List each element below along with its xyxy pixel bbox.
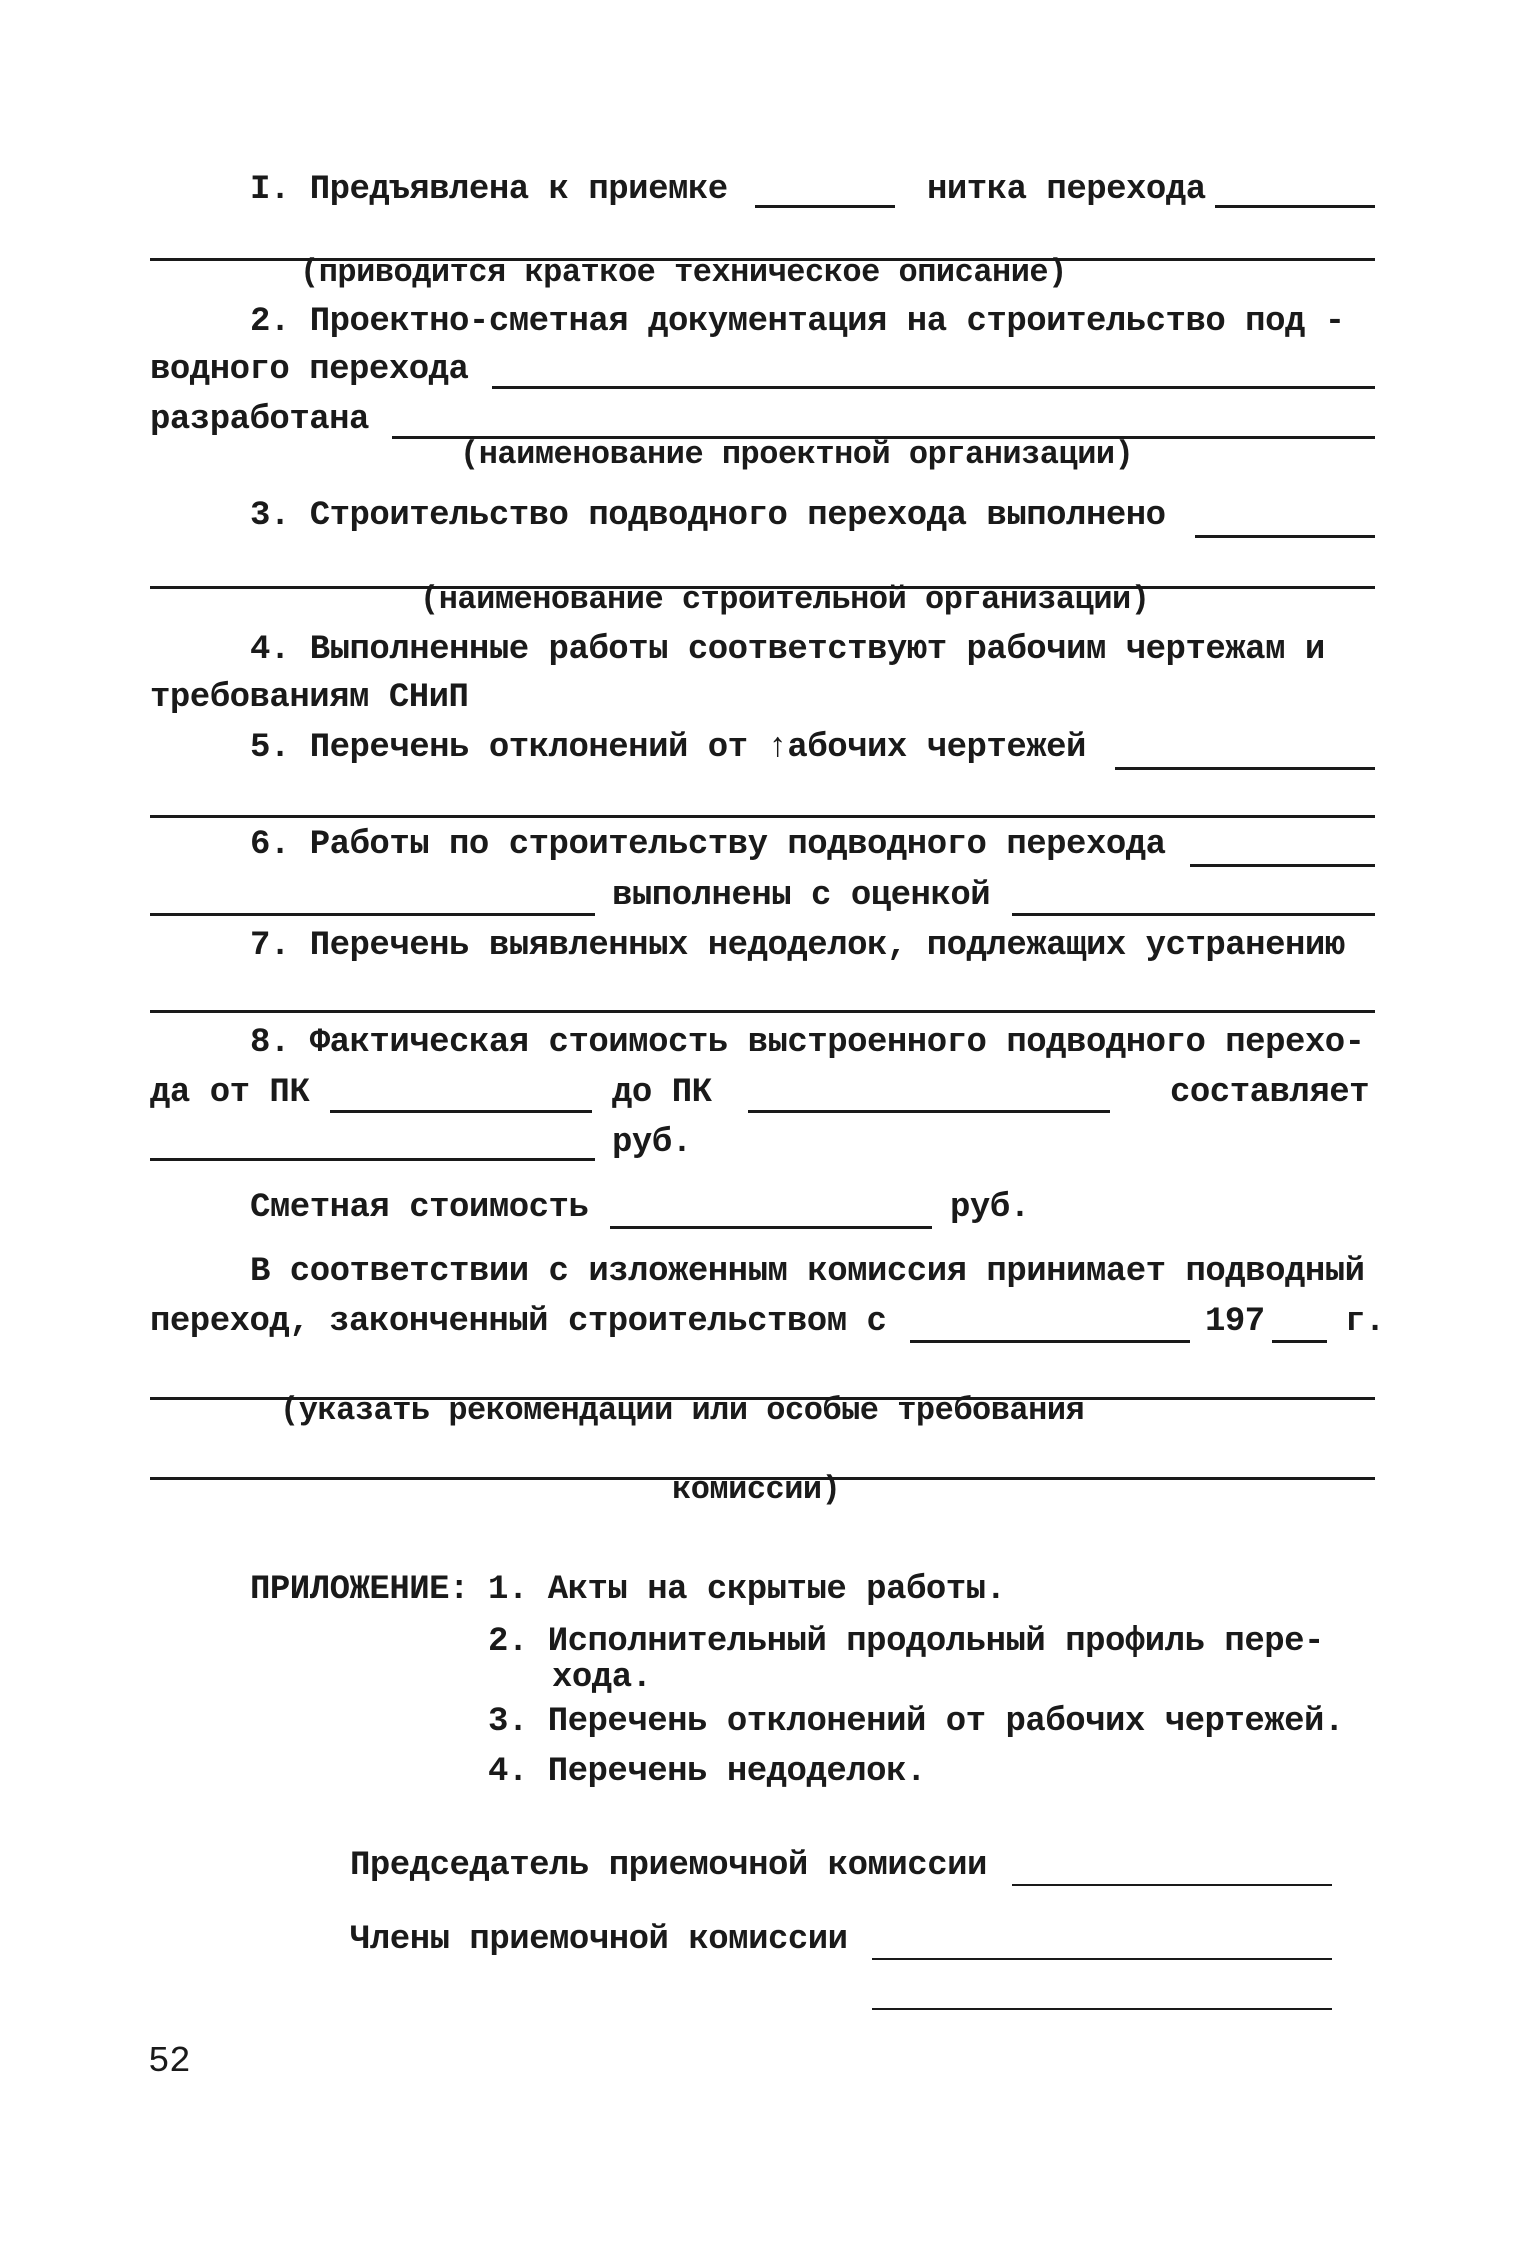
item6-blank-start[interactable] xyxy=(150,913,595,916)
item1-blank-end[interactable] xyxy=(1215,205,1375,208)
item8-blank-pk-from[interactable] xyxy=(330,1110,592,1113)
member-signature-line-2[interactable] xyxy=(872,2008,1332,2010)
appendix-item-2-cont: хода. xyxy=(552,1659,652,1697)
item8-line2b: до ПК xyxy=(612,1074,712,1112)
chairman-signature-line[interactable] xyxy=(1012,1884,1332,1886)
page-number: 52 xyxy=(148,2041,191,2082)
appendix-item-1: 1. Акты на скрытые работы. xyxy=(488,1571,1006,1609)
estimate-unit: руб. xyxy=(950,1189,1030,1227)
estimate-blank[interactable] xyxy=(610,1226,932,1229)
item1-caption: (приводится краткое техническое описание) xyxy=(300,254,1067,291)
item8-blank-pk-to[interactable] xyxy=(748,1110,1110,1113)
item1-middle: нитка перехода xyxy=(927,171,1206,209)
item2-line1: 2. Проектно-сметная документация на строительство под - xyxy=(250,303,1345,341)
item4-line2: требованиям СНиП xyxy=(150,679,469,717)
item3-blank-end[interactable] xyxy=(1195,535,1375,538)
conclusion-year-prefix: 197 xyxy=(1205,1303,1265,1341)
conclusion-line2: переход, законченный строительством с xyxy=(150,1303,887,1341)
item8-line1: 8. Фактическая стоимость выстроенного подводного перехо- xyxy=(250,1024,1365,1062)
appendix-label: ПРИЛОЖЕНИЕ: xyxy=(250,1571,469,1609)
recommendations-caption2: комиссии) xyxy=(672,1471,841,1508)
conclusion-blank-year[interactable] xyxy=(1272,1340,1327,1343)
members-label: Члены приемочной комиссии xyxy=(350,1921,848,1959)
item6-blank-end[interactable] xyxy=(1190,864,1375,867)
item7-line1: 7. Перечень выявленных недоделок, подлежащих устранению xyxy=(250,927,1345,965)
chairman-label: Председатель приемочной комиссии xyxy=(350,1847,987,1885)
item5-blank-end[interactable] xyxy=(1115,767,1375,770)
item8-line2a: да от ПК xyxy=(150,1074,310,1112)
item6-blank-rating[interactable] xyxy=(1012,913,1375,916)
conclusion-year-suffix: г. xyxy=(1345,1303,1385,1341)
item3-caption: (наименование строительной организации) xyxy=(420,581,1150,618)
conclusion-line1: В соответствии с изложенным комиссия принимает подводный xyxy=(250,1253,1365,1291)
item2-blank-crossing[interactable] xyxy=(492,386,1375,389)
appendix-item-2: 2. Исполнительный продольный профиль пере- xyxy=(488,1623,1324,1661)
item7-defects-line[interactable] xyxy=(150,1010,1375,1013)
recommendations-caption1: (указать рекомендации или особые требования xyxy=(280,1392,1085,1429)
item5-deviations-line[interactable] xyxy=(150,815,1375,818)
item8-line2c: составляет xyxy=(1170,1074,1370,1112)
item3-line1: 3. Строительство подводного перехода выполнено xyxy=(250,497,1166,535)
item8-blank-cost[interactable] xyxy=(150,1158,595,1161)
item2-caption: (наименование проектной организации) xyxy=(460,436,1134,473)
estimate-label: Сметная стоимость xyxy=(250,1189,589,1227)
item4-line1: 4. Выполненные работы соответствуют рабочим чертежам и xyxy=(250,631,1325,669)
item6-line1: 6. Работы по строительству подводного перехода xyxy=(250,826,1166,864)
item8-line3: руб. xyxy=(612,1124,692,1162)
conclusion-blank-date[interactable] xyxy=(910,1340,1190,1343)
member-signature-line-1[interactable] xyxy=(872,1958,1332,1960)
appendix-item-3: 3. Перечень отклонений от рабочих чертежей. xyxy=(488,1703,1344,1741)
item2-line3: разработана xyxy=(150,401,369,439)
appendix-item-4: 4. Перечень недоделок. xyxy=(488,1753,926,1791)
item5-line1: 5. Перечень отклонений от ↑абочих чертежей xyxy=(250,729,1086,767)
item2-line2: водного перехода xyxy=(150,351,469,389)
item1-blank-thread[interactable] xyxy=(755,205,895,208)
item1-prefix: I. Предъявлена к приемке xyxy=(250,171,728,209)
item6-line2: выполнены с оценкой xyxy=(612,877,991,915)
